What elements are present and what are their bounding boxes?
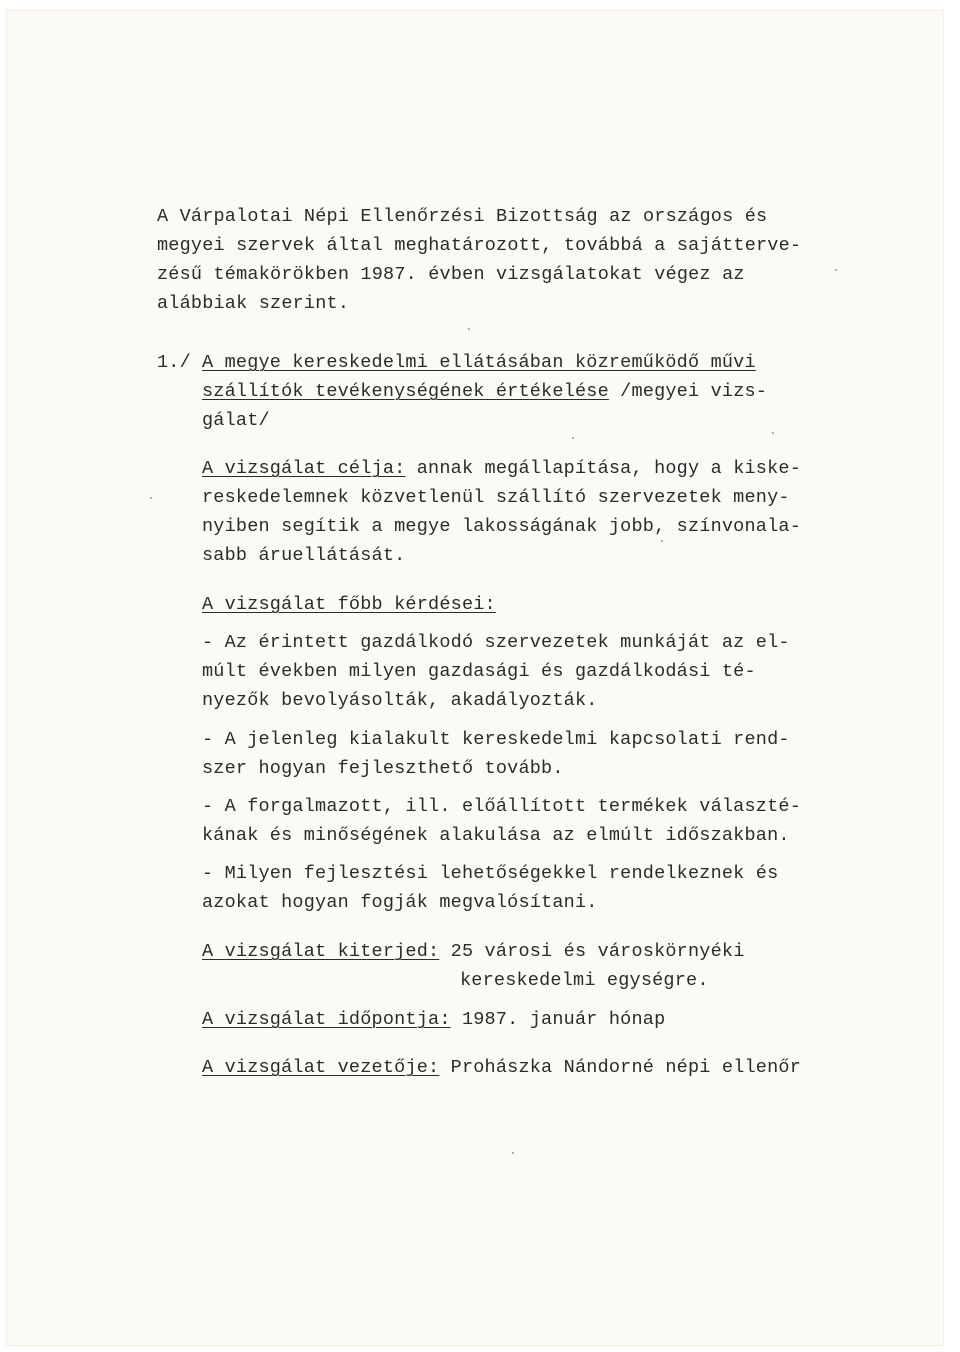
question-1-line-3: nyezők bevolyásolták, akadályozták.: [202, 690, 598, 711]
paper-speck: [572, 437, 574, 439]
question-3-line-1: - A forgalmazott, ill. előállított termékek választé-: [202, 796, 801, 817]
intro-line-1: A Várpalotai Népi Ellenőrzési Bizottság az országos és: [157, 206, 768, 227]
question-3-line-2: kának és minőségének alakulása az elmúlt időszakban.: [202, 825, 790, 846]
date-line: [202, 1008, 665, 1032]
scope-label: A vizsgálat kiterjed:: [202, 941, 440, 962]
paper-speck: [150, 497, 152, 499]
leader-value: Prohászka Nándorné népi ellenőr: [439, 1057, 802, 1078]
paper-speck: [772, 432, 774, 434]
section-title-line-2: [202, 380, 767, 404]
scope-line-1: [202, 940, 745, 964]
intro-line-4: alábbiak szerint.: [157, 293, 350, 314]
section-title-line-1: A megye kereskedelmi ellátásában közreműködő művi: [202, 352, 756, 373]
scope-line-2: kereskedelmi egységre.: [460, 970, 709, 991]
goal-label: A vizsgálat célja:: [202, 458, 406, 479]
question-1-line-2: múlt években milyen gazdasági és gazdálkodási té-: [202, 661, 756, 682]
question-4-line-2: azokat hogyan fogják megvalósítani.: [202, 892, 598, 913]
goal-text: annak megállapítása, hogy a kiske-: [405, 458, 802, 479]
paper-speck: [835, 269, 837, 271]
paper-speck: [468, 328, 470, 330]
goal-line-3: nyiben segítik a megye lakosságának jobb, színvonala-: [202, 516, 801, 537]
intro-line-2: megyei szervek által meghatározott, továbbá a sajátterve-: [157, 235, 802, 256]
scope-value: 25 városi és városkörnyéki: [439, 941, 745, 962]
paper-speck: [512, 1152, 514, 1154]
goal-line-1: [202, 457, 801, 481]
goal-line-4: sabb áruellátását.: [202, 545, 406, 566]
section-title-underlined: szállítók tevékenységének értékelése: [202, 381, 609, 402]
section-number: 1./: [157, 352, 191, 373]
paper-speck: [661, 540, 663, 542]
question-2-line-2: szer hogyan fejleszthető tovább.: [202, 758, 564, 779]
goal-line-2: reskedelemnek közvetlenül szállító szervezetek meny-: [202, 487, 790, 508]
question-1-line-1: - Az érintett gazdálkodó szervezetek munkáját az el-: [202, 632, 790, 653]
leader-line: [202, 1056, 801, 1080]
questions-label: A vizsgálat főbb kérdései:: [202, 594, 496, 615]
intro-line-3: zésű témakörökben 1987. évben vizsgálatokat végez az: [157, 264, 745, 285]
question-4-line-1: - Milyen fejlesztési lehetőségekkel rendelkeznek és: [202, 863, 779, 884]
question-2-line-1: - A jelenleg kialakult kereskedelmi kapcsolati rend-: [202, 729, 790, 750]
date-label: A vizsgálat időpontja:: [202, 1009, 451, 1030]
section-title-rest: /megyei vizs-: [608, 381, 768, 402]
date-value: 1987. január hónap: [450, 1009, 666, 1030]
leader-label: A vizsgálat vezetője:: [202, 1057, 440, 1078]
section-title-line-3: gálat/: [202, 410, 270, 431]
